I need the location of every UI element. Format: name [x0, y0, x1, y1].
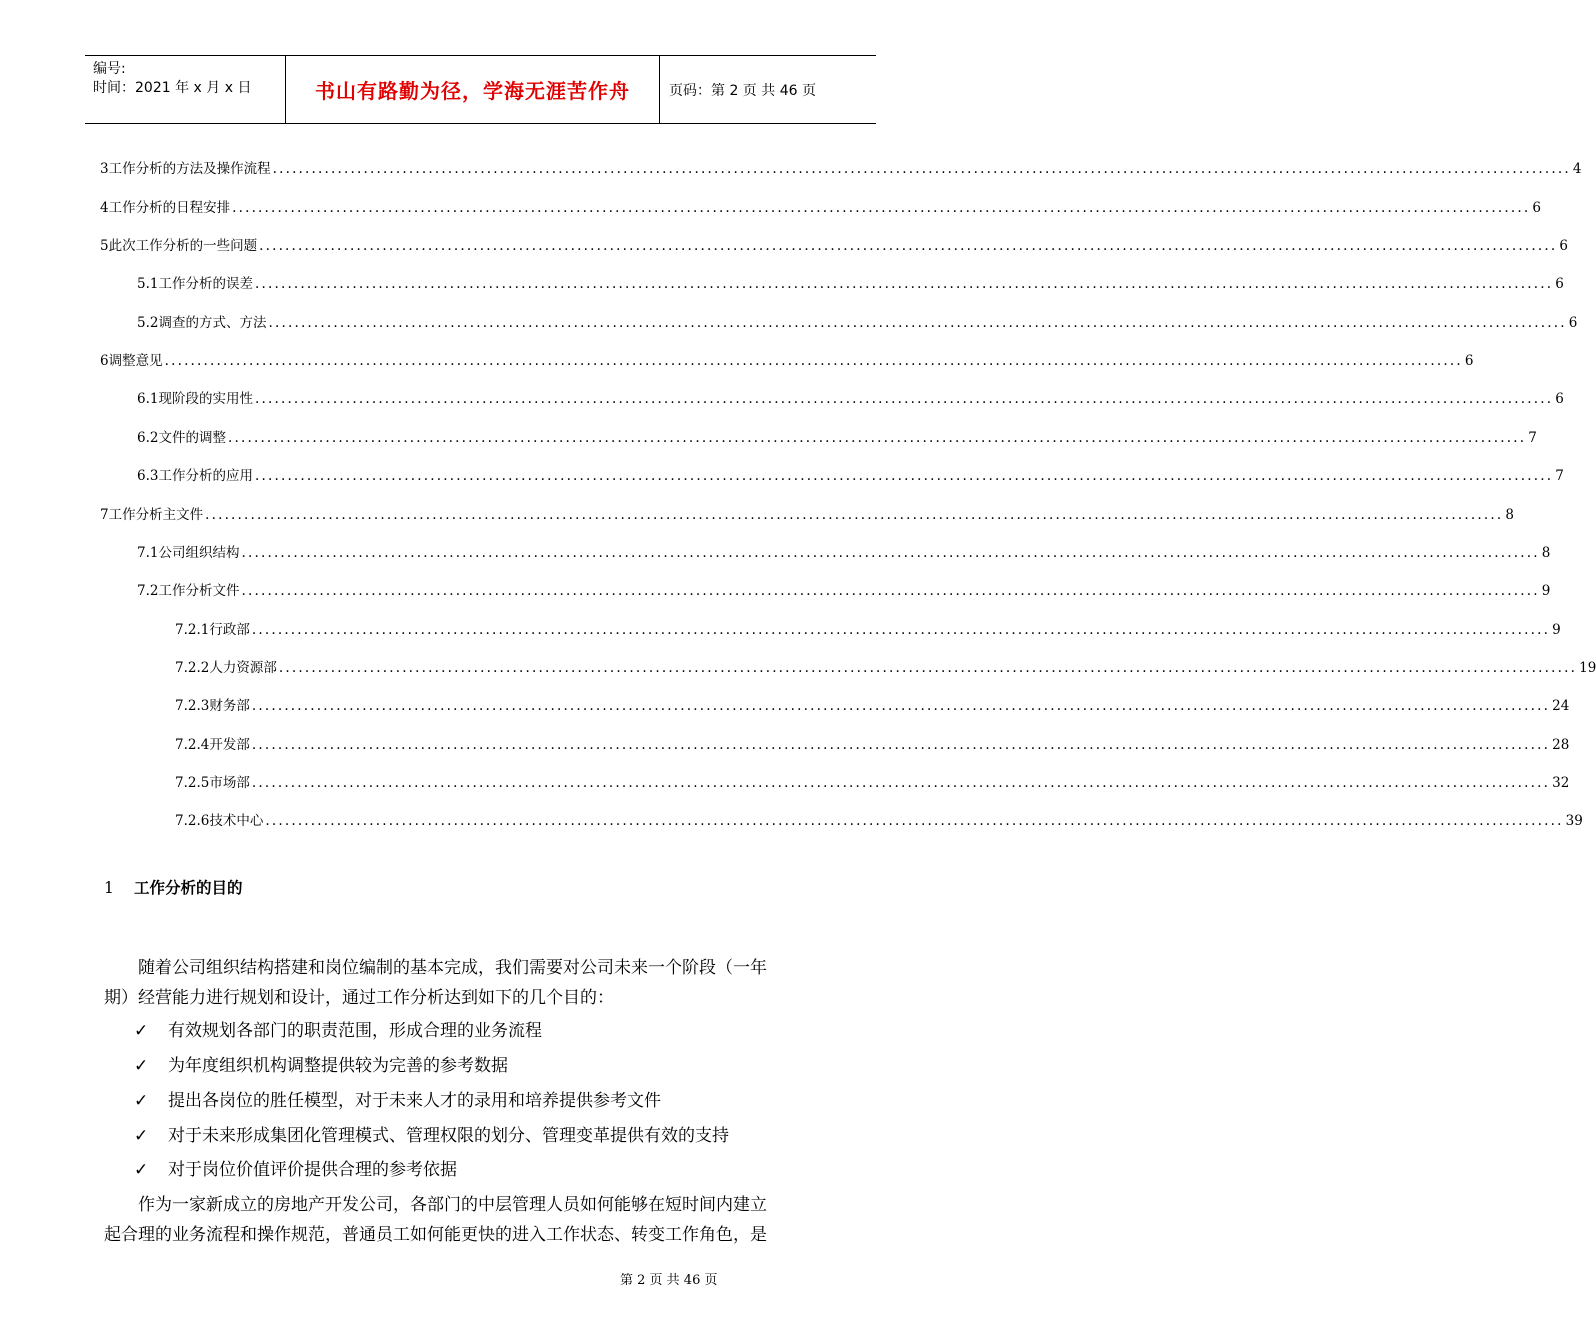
toc-title: 工作分析的应用 — [158, 468, 253, 484]
toc-title: 文件的调整 — [158, 430, 226, 446]
list-item-text: 有效规划各部门的职责范围，形成合理的业务流程 — [168, 1021, 542, 1041]
list-item — [134, 1155, 457, 1185]
toc-leader: ........................................................................................................................................................................................................ — [265, 813, 1564, 829]
toc-entry[interactable] — [175, 618, 1561, 638]
list-item-text: 对于岗位价值评价提供合理的参考依据 — [168, 1160, 457, 1180]
toc-page: 6 — [1559, 238, 1568, 254]
checkmark-icon: ✓ — [134, 1021, 149, 1041]
toc-leader: ........................................................................................................................................................................................................ — [254, 468, 1554, 484]
toc-leader: ........................................................................................................................................................................................................ — [254, 391, 1554, 407]
toc-leader: ........................................................................................................................................................................................................ — [251, 698, 1551, 714]
checkmark-icon: ✓ — [134, 1056, 149, 1076]
paragraph — [104, 953, 849, 1013]
toc-title: 现阶段的实用性 — [158, 391, 253, 407]
toc-leader: ........................................................................................................................................................................................................ — [259, 238, 1558, 254]
toc-entry[interactable] — [137, 272, 1564, 292]
toc-title: 技术中心 — [209, 813, 264, 829]
toc-number: 6.2 — [137, 430, 159, 446]
list-item-text: 为年度组织机构调整提供较为完善的参考数据 — [168, 1056, 508, 1076]
toc-title: 工作分析的日程安排 — [108, 200, 231, 216]
toc-entry[interactable] — [137, 387, 1564, 407]
toc-page: 8 — [1541, 545, 1551, 561]
toc-leader: ........................................................................................................................................................................................................ — [205, 507, 1504, 523]
toc-number: 6 — [100, 353, 109, 369]
section-heading — [104, 876, 243, 898]
toc-entry[interactable] — [137, 426, 1537, 446]
toc-number: 7.2.3 — [175, 698, 210, 714]
toc-leader: ........................................................................................................................................................................................................ — [164, 353, 1463, 369]
toc-page: 9 — [1552, 622, 1561, 638]
toc-leader: ........................................................................................................................................................................................................ — [227, 430, 1527, 446]
toc-page: 9 — [1541, 583, 1551, 599]
section-title: 工作分析的目的 — [134, 879, 243, 897]
toc-entry[interactable] — [137, 311, 1578, 331]
toc-leader: ........................................................................................................................................................................................................ — [241, 583, 1540, 599]
toc-title: 工作分析主文件 — [108, 507, 204, 523]
toc-page: 24 — [1552, 698, 1570, 714]
toc-page: 7 — [1528, 430, 1537, 446]
list-item — [134, 1121, 729, 1151]
toc-title: 此次工作分析的一些问题 — [108, 238, 258, 254]
toc-number: 7.2.1 — [175, 622, 210, 638]
checkmark-icon: ✓ — [134, 1126, 149, 1146]
toc-title: 市场部 — [209, 775, 250, 791]
toc-leader: ........................................................................................................................................................................................................ — [254, 276, 1554, 292]
paragraph-line: 作为一家新成立的房地产开发公司，各部门的中层管理人员如何能够在短时间内建立 — [138, 1195, 767, 1215]
toc-page: 6 — [1555, 276, 1564, 292]
toc-page: 6 — [1464, 353, 1474, 369]
toc-title: 工作分析文件 — [158, 583, 240, 599]
header-page-info: 页码：第 2 页 共 46 页 — [669, 82, 816, 99]
toc-entry[interactable] — [100, 503, 1514, 523]
toc-title: 开发部 — [209, 737, 250, 753]
page-header — [85, 55, 876, 124]
toc-page: 28 — [1552, 737, 1570, 753]
toc-number: 7.2.6 — [175, 813, 210, 829]
toc-leader: ........................................................................................................................................................................................................ — [232, 200, 1531, 216]
checkmark-icon: ✓ — [134, 1160, 149, 1180]
toc-entry[interactable] — [175, 733, 1570, 753]
toc-leader: ........................................................................................................................................................................................................ — [268, 315, 1567, 331]
toc-entry[interactable] — [137, 541, 1551, 561]
toc-page: 32 — [1552, 775, 1570, 791]
toc-number: 7 — [100, 507, 109, 523]
toc-number: 5 — [100, 238, 109, 254]
toc-page: 19 — [1579, 660, 1596, 676]
toc-title: 调查的方式、方法 — [158, 315, 267, 331]
toc-title: 公司组织结构 — [158, 545, 240, 561]
toc-leader: ........................................................................................................................................................................................................ — [278, 660, 1578, 676]
toc-entry[interactable] — [175, 771, 1570, 791]
section-number: 1 — [104, 879, 114, 897]
document-number-label: 编号: — [93, 61, 126, 77]
toc-title: 工作分析的方法及操作流程 — [108, 161, 271, 177]
paragraph-line: 起合理的业务流程和操作规范，普通员工如何能更快的进入工作状态、转变工作角色，是 — [104, 1225, 767, 1245]
paragraph — [104, 1190, 849, 1250]
toc-page: 7 — [1555, 468, 1564, 484]
toc-leader: ........................................................................................................................................................................................................ — [241, 545, 1540, 561]
toc-entry[interactable] — [175, 656, 1596, 676]
toc-entry[interactable] — [137, 464, 1564, 484]
toc-title: 工作分析的误差 — [158, 276, 253, 292]
toc-entry[interactable] — [175, 809, 1583, 829]
toc-leader: ........................................................................................................................................................................................................ — [251, 775, 1551, 791]
toc-page: 6 — [1555, 391, 1564, 407]
toc-entry[interactable] — [137, 579, 1551, 599]
toc-leader: ........................................................................................................................................................................................................ — [251, 737, 1551, 753]
toc-leader: ........................................................................................................................................................................................................ — [272, 161, 1571, 177]
document-time: 时间：2021 年 x 月 x 日 — [93, 80, 252, 96]
paragraph-line: 期）经营能力进行规划和设计，通过工作分析达到如下的几个目的： — [104, 988, 614, 1008]
toc-page: 4 — [1572, 161, 1582, 177]
toc-entry[interactable] — [100, 196, 1541, 216]
toc-entry[interactable] — [175, 694, 1570, 714]
page-footer: 第 2 页 共 46 页 — [620, 1273, 718, 1288]
paragraph-line: 随着公司组织结构搭建和岗位编制的基本完成，我们需要对公司未来一个阶段（一年 — [138, 958, 767, 978]
toc-title: 人力资源部 — [209, 660, 277, 676]
toc-number: 7.1 — [137, 545, 159, 561]
list-item-text: 对于未来形成集团化管理模式、管理权限的划分、管理变革提供有效的支持 — [168, 1126, 729, 1146]
toc-number: 6.3 — [137, 468, 159, 484]
toc-number: 6.1 — [137, 391, 159, 407]
toc-leader: ........................................................................................................................................................................................................ — [251, 622, 1551, 638]
list-item — [134, 1051, 508, 1081]
toc-page: 6 — [1532, 200, 1541, 216]
toc-entry[interactable] — [100, 234, 1568, 254]
list-item-text: 提出各岗位的胜任模型，对于未来人才的录用和培养提供参考文件 — [168, 1091, 661, 1111]
header-divider — [659, 56, 660, 123]
toc-title: 行政部 — [209, 622, 250, 638]
toc-number: 4 — [100, 200, 109, 216]
toc-title: 调整意见 — [108, 353, 163, 369]
toc-number: 7.2.5 — [175, 775, 210, 791]
toc-page: 39 — [1565, 813, 1583, 829]
header-meta — [93, 60, 283, 98]
toc-number: 3 — [100, 161, 109, 177]
checkmark-icon: ✓ — [134, 1091, 149, 1111]
header-motto: 书山有路勤为径，学海无涯苦作舟 — [315, 79, 630, 103]
toc-entry[interactable] — [100, 157, 1582, 177]
toc-number: 5.2 — [137, 315, 159, 331]
toc-number: 7.2 — [137, 583, 159, 599]
toc-entry[interactable] — [100, 349, 1474, 369]
toc-number: 7.2.4 — [175, 737, 210, 753]
toc-title: 财务部 — [209, 698, 250, 714]
toc-number: 7.2.2 — [175, 660, 210, 676]
toc-number: 5.1 — [137, 276, 159, 292]
list-item — [134, 1086, 661, 1116]
toc-page: 6 — [1568, 315, 1578, 331]
toc-page: 8 — [1505, 507, 1514, 523]
list-item — [134, 1016, 542, 1046]
